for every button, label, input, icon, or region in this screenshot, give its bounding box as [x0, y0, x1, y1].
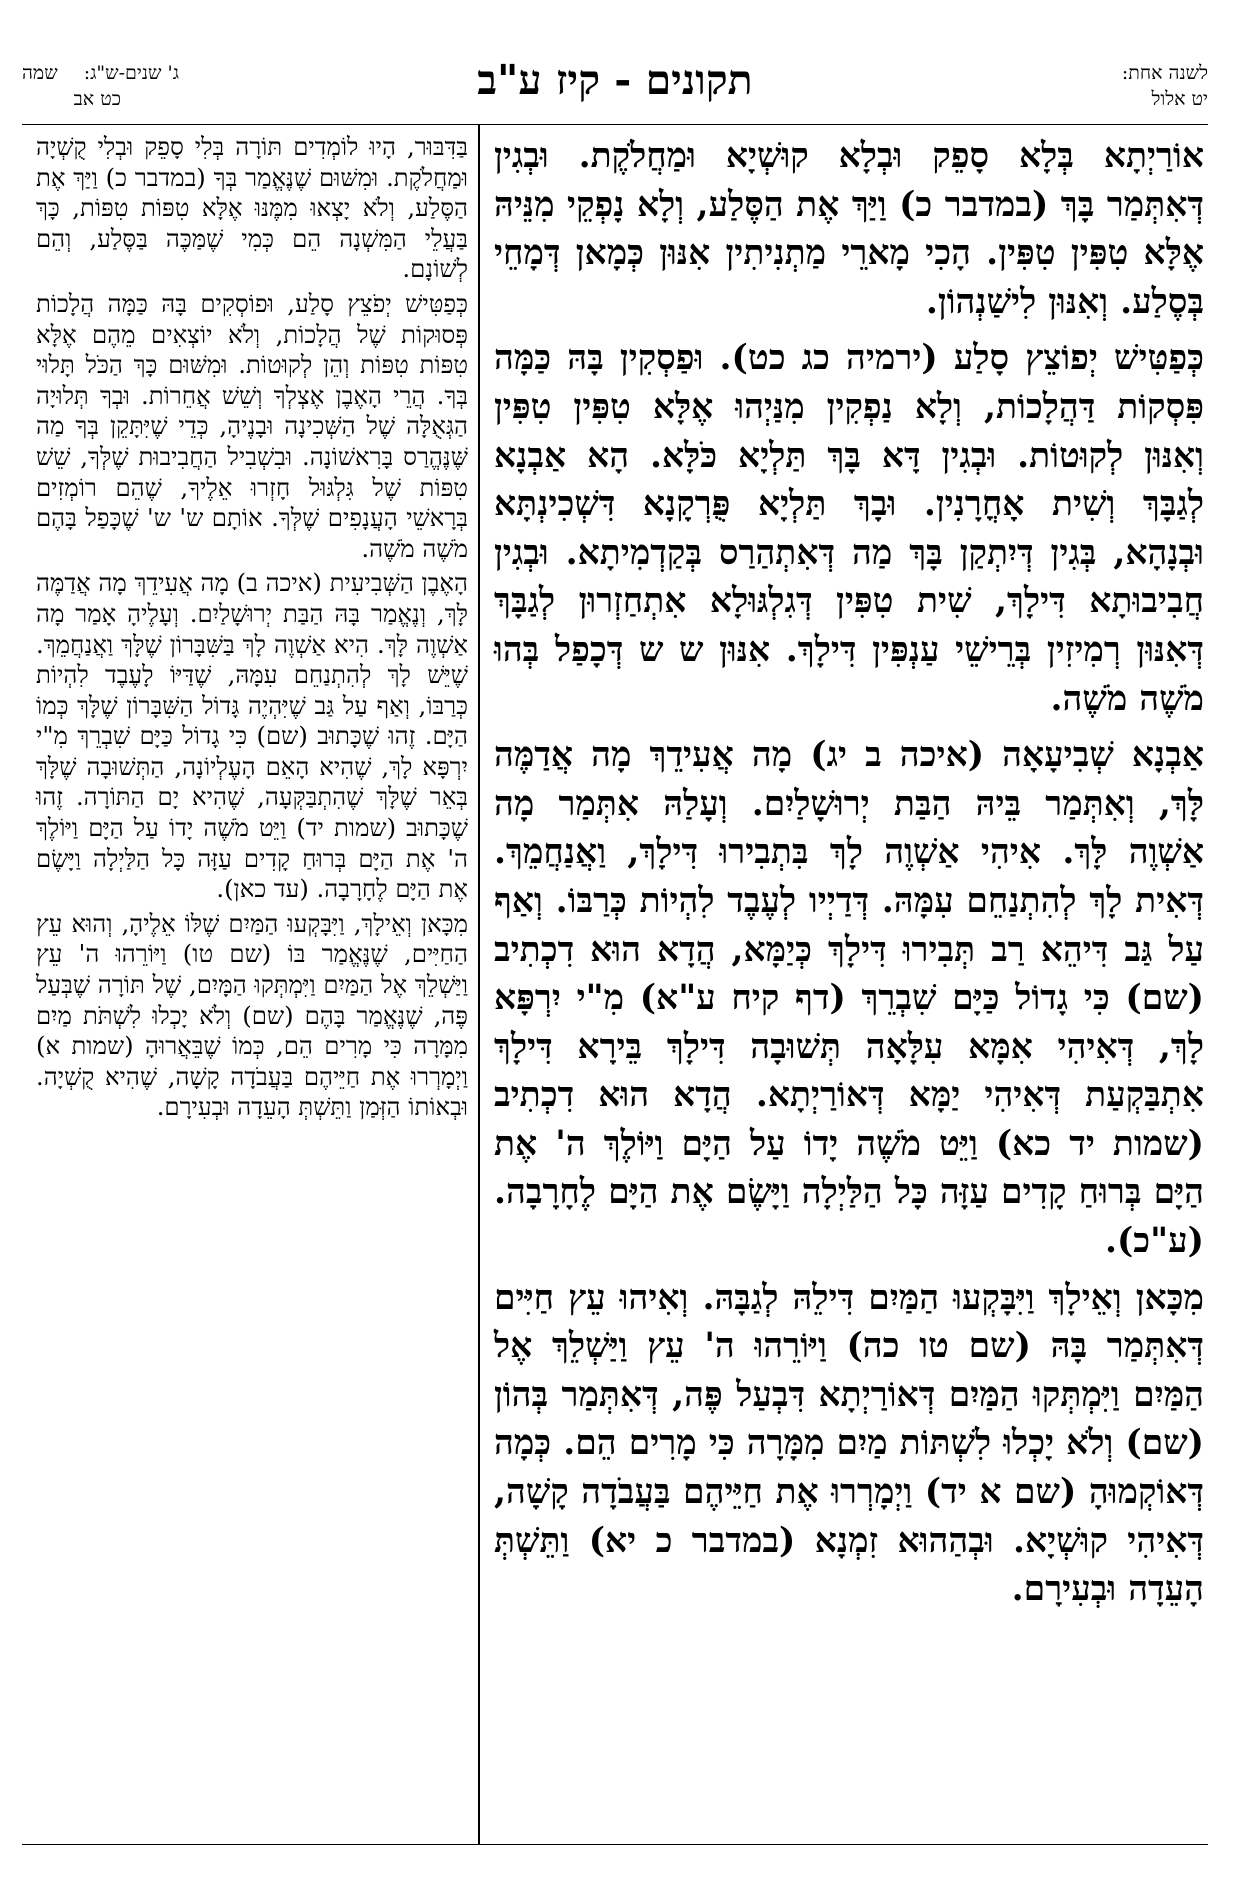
header-one-year-date: יט אלול: [1151, 88, 1208, 110]
hebrew-translation-column: [36, 132, 468, 1123]
header-shemah-word: שמה: [22, 62, 58, 84]
main-paragraph: כְּפַטִּישׁ יְפוֹצֵץ סָלַע (ירמיה כג כט). וּפַסְקִין בָּהּ כַּמָּה פִּסְקוֹת דַּהֲלָכוֹת, וְלָא נַפְקִין מִנַּיְהוּ אֶלָּא טִפִּין טִפִּין וְאִנּוּן לְקוּטוֹת. וּבְגִין דָּא בָּךְ תַּלְיָא כֹּלָּא. הָא אַבְנָא לְגַבָּךְ וְשִׁית אָחֳרָנִין. וּבָךְ תַּלְיָא פֻּרְקָנָא דִּשְׁכִינְתָּא וּבְנָהָא, בְּגִין דְּיִתְקַן בָּךְ מַה דְּאִתְהַרַס בְּקַדְמִיתָא. וּבְגִין חֲבִיבוּתָא דִּילָךְ, שִׁית טִפִּין דְּגִלְגּוּלָא אִתְחַזְרוּן לְגַבָּךְ דְּאִנּוּן רְמִיזִין בְּרֵישֵׁי עַנְפִּין דִּילָךְ. אִנּוּן ש ש דְּכָפַל בְּהוּ מֹשֶׁה מֹשֶׁה.: [494, 338, 1204, 719]
header-three-year-date: כט אב: [73, 88, 121, 110]
header-one-year-label: לשנה אחת:: [1121, 62, 1208, 84]
translation-paragraph: בַּדִּבּוּר, הָיוּ לוֹמְדִים תּוֹרָה בְּלִי סָפֵק וּבְלִי קֻשְׁיָה וּמַחֲלֹקֶת. וּמִשּׁוּם שֶׁנֶּאֱמַר בְּךָ (במדבר כ) וַיַּךְ אֶת הַסֶּלַע, וְלֹא יָצְאוּ מִמֶּנּוּ אֶלָּא טִפּוֹת טִפּוֹת, כָּךְ בַּעֲלֵי הַמִּשְׁנָה הֵם כְּמִי שֶׁמַּכֶּה בַּסֶּלַע, וְהֵם לְשׁוֹנָם.: [36, 132, 468, 284]
main-paragraph: אוֹרַיְתָא בְּלָא סָפֵק וּבְלָא קוּשְׁיָא וּמַחֲלֹקֶת. וּבְגִין דְּאִתְּמַר בָּךְ (במדבר כ) וַיַּךְ אֶת הַסֶּלַע, וְלָא נָפְקֵי מִנֵּיהּ אֶלָּא טִפִּין טִפִּין. הָכִי מָארֵי מַתְנִיתִין אִנּוּן כְּמָאן דְּמָחֵי בְּסֶלַע. וְאִנּוּן לִישַׁנְהוֹן.: [494, 136, 1204, 322]
translation-paragraph: הָאֶבֶן הַשְּׁבִיעִית (איכה ב) מָה אֲעִידֵךְ מָה אֲדַמֶּה לָּךְ, וְנֶאֱמַר בָּהּ הַבַּת יְרוּשָׁלַיִם. וְעָלֶיהָ אָמַר מָה אַשְׁוֶה לָּךְ. הִיא אַשְׁוֶה לָךְ בַּשִּׁבָּרוֹן שֶׁלָּךְ וַאֲנַחֲמֵךְ. שֶׁיֵּשׁ לָךְ לְהִתְנַחֵם עִמָּהּ, שֶׁדַּיּוֹ לָעֶבֶד לִהְיוֹת כְּרַבּוֹ, וְאַף עַל גַּב שֶׁיִּהְיֶה גָּדוֹל הַשִּׁבָּרוֹן שֶׁלָּךְ כְּמוֹ הַיָּם. זֶהוּ שֶׁכָּתוּב (שם) כִּי גָדוֹל כַּיָּם שִׁבְרֵךְ מִ"י יִרְפָּא לָךְ, שֶׁהִיא הָאֵם הָעֶלְיוֹנָה, הַתְּשׁוּבָה שֶׁלָּךְ בְּאֵר שֶׁלָּךְ שֶׁהִתְבַּקְּעָה, שֶׁהִיא יָם הַתּוֹרָה. זֶהוּ שֶׁכָּתוּב (שמות יד) וַיֵּט מֹשֶׁה יָדוֹ עַל הַיָּם וַיּוֹלֶךְ ה' אֶת הַיָּם בְּרוּחַ קָדִים עַזָּה כָּל הַלַּיְלָה וַיָּשֶׂם אֶת הַיָּם לֶחָרָבָה. (עד כאן).: [36, 568, 468, 904]
header-divider: [22, 124, 1208, 125]
header-left-info: [22, 60, 179, 112]
page-header: [22, 54, 1208, 124]
translation-paragraph: כְּפַטִּישׁ יְפֹצֵץ סָלַע, וּפוֹסְקִים בָּהּ כַּמָּה הֲלָכוֹת פְּסוּקוֹת שֶׁל הֲלָכוֹת, וְלֹא יוֹצְאִים מֵהֶם אֶלָּא טִפּוֹת טִפּוֹת וְהֵן לְקוּטוֹת. וּמִשּׁוּם כָּךְ הַכֹּל תָּלוּי בְּךָ. הֲרֵי הָאֶבֶן אֶצְלְךָ וְשֵׁשׁ אֲחֵרוֹת. וּבְךָ תְּלוּיָה הַגְּאֻלָּה שֶׁל הַשְּׁכִינָה וּבָנֶיהָ, כְּדֵי שֶׁיִּתָּקֵן בְּךָ מַה שֶּׁנֶּהֱרַס בָּרִאשׁוֹנָה. וּבִשְׁבִיל הַחֲבִיבוּת שֶׁלְּךָ, שֵׁשׁ טִפּוֹת שֶׁל גִּלְגּוּל חָזְרוּ אֵלֶיךָ, שֶׁהֵם רוֹמְזִים בְּרָאשֵׁי הָעֲנָפִים שֶׁלְּךָ. אוֹתָם ש' ש' שֶׁכָּפַל בָּהֶם מֹשֶׁה מֹשֶׁה.: [36, 288, 468, 563]
main-aramaic-column: [494, 132, 1204, 1614]
footer-divider: [22, 1844, 1208, 1845]
header-three-year-label: ג' שנים-ש"ג:: [83, 62, 179, 84]
column-divider: [478, 124, 480, 1844]
page-title: תקונים - קיז ע"ב: [477, 56, 753, 104]
main-paragraph: מִכָּאן וְאֵילָךְ וַיִּבָּקְעוּ הַמַּיִם דִּילֵהּ לְגַבָּהּ. וְאִיהוּ עֵץ חַיִּים דְּאִתְּמַר בָּהּ (שם טו כה) וַיּוֹרֵהוּ ה' עֵץ וַיַּשְׁלֵךְ אֶל הַמַּיִם וַיִּמְתְּקוּ הַמַּיִם דְּאוֹרַיְתָא דִּבְעַל פֶּה, דְּאִתְּמַר בְּהוֹן (שם) וְלֹא יָכְלוּ לִשְׁתּוֹת מַיִם מִמָּרָה כִּי מָרִים הֵם. כְּמָה דְּאוֹקְמוּהָ (שם א יד) וַיְמָרְרוּ אֶת חַיֵּיהֶם בַּעֲבֹדָה קָשָׁה, דְּאִיהִי קוּשְׁיָא. וּבְהַהוּא זִמְנָא (במדבר כ יא) וַתֵּשְׁתְּ הָעֵדָה וּבְעִירָם.: [494, 1277, 1204, 1610]
translation-paragraph: מִכָּאן וְאֵילָךְ, וַיִּבָּקְעוּ הַמַּיִם שֶׁלּוֹ אֵלֶיהָ, וְהוּא עֵץ הַחַיִּים, שֶׁנֶּאֱמַר בּוֹ (שם טו) וַיּוֹרֵהוּ ה' עֵץ וַיַּשְׁלֵךְ אֶל הַמַּיִם וַיִּמְתְּקוּ הַמָּיִם, שֶׁל תּוֹרָה שֶׁבְּעַל פֶּה, שֶׁנֶּאֱמַר בָּהֶם (שם) וְלֹא יָכְלוּ לִשְׁתֹּת מַיִם מִמָּרָה כִּי מָרִים הֵם, כְּמוֹ שֶׁבֵּאֲרוּהָ (שמות א) וַיְמָרְרוּ אֶת חַיֵּיהֶם בַּעֲבֹדָה קָשָׁה, שֶׁהִיא קֻשְׁיָה. וּבְאוֹתוֹ הַזְּמַן וַתֵּשְׁתְּ הָעֵדָה וּבְעִירָם.: [36, 908, 468, 1122]
main-paragraph: אַבְנָא שְׁבִיעָאָה (איכה ב יג) מָה אֲעִידֵךְ מָה אֲדַמֶּה לָּךְ, וְאִתְּמַר בֵּיהּ הַבַּת יְרוּשָׁלַיִם. וְעָלַהּ אִתְּמַר מָה אַשְׁוֶה לָּךְ. אִיהִי אַשְׁוֶה לָךְ בִּתְבִירוּ דִּילָךְ, וַאֲנַחֲמֵךְ. דְּאִית לָךְ לְהִתְנַחֵם עִמָּהּ. דְּדַיְיו לְעֶבֶד לִהְיוֹת כְּרַבּוֹ. וְאַף עַל גַּב דִּיהֵא רַב תְּבִירוּ דִּילָךְ כְּיַמָּא, הֲדָא הוּא דִכְתִיב (שם) כִּי גָדוֹל כַּיָּם שִׁבְרֵךְ (דף קיח ע"א) מִ"י יִרְפָּא לָךְ, דְּאִיהִי אִמָּא עִלָּאָה תְּשׁוּבָה דִּילָךְ בֵּירָא דִּילָךְ אִתְבַּקְעַת דְּאִיהִי יַמָּא דְּאוֹרַיְתָא. הֲדָא הוּא דִכְתִיב (שמות יד כא) וַיֵּט מֹשֶׁה יָדוֹ עַל הַיָּם וַיּוֹלֶךְ ה' אֶת הַיָּם בְּרוּחַ קָדִים עַזָּה כָּל הַלַּיְלָה וַיָּשֶׂם אֶת הַיָּם לֶחָרָבָה. (ע"כ).: [494, 735, 1204, 1262]
